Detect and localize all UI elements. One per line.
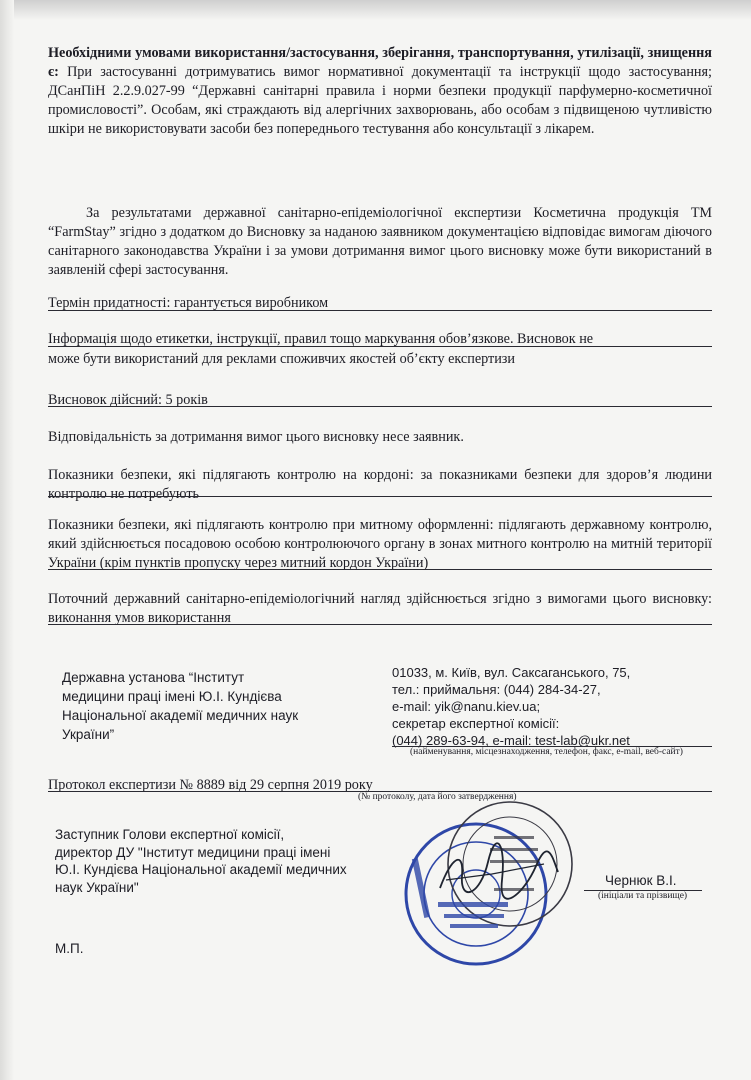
shelf-life: Термін придатності: гарантується виробником bbox=[48, 295, 329, 311]
protocol-caption: (№ протоколу, дата його затвердження) bbox=[358, 792, 517, 802]
institution-line: Державна установа “Інститут bbox=[62, 670, 245, 685]
responsibility: Відповідальність за дотримання вимог цього висновку несе заявник. bbox=[48, 429, 464, 445]
divider-line bbox=[48, 406, 712, 407]
institution-address bbox=[392, 664, 722, 749]
scan-shadow bbox=[0, 0, 751, 20]
divider-line bbox=[48, 310, 712, 311]
validity: Висновок дійсний: 5 років bbox=[48, 392, 208, 408]
name-caption: (ініціали та прізвище) bbox=[598, 891, 688, 901]
address-caption: (найменування, місцезнаходження, телефон, факс, e-mail, веб-сайт) bbox=[410, 747, 683, 757]
divider-line bbox=[48, 569, 712, 570]
address-line: 01033, м. Київ, вул. Саксаганського, 75, bbox=[392, 665, 631, 680]
address-line: e-mail: yik@nanu.kiev.ua; bbox=[392, 699, 541, 714]
conditions-paragraph bbox=[48, 44, 712, 139]
conditions-heading: Необхідними умовами використання/застосування, зберігання, транспортування, утилізації, знищення є: bbox=[48, 45, 712, 80]
address-line: (044) 289-63-94, e-mail: test-lab@ukr.net bbox=[392, 733, 630, 748]
signatory-name: Чернюк В.І. bbox=[605, 873, 677, 888]
signatory-line: наук України" bbox=[55, 879, 139, 895]
conditions-text: При застосуванні дотримуватись вимог нормативної документації та інструкції щодо застосування; ДСанПіН 2.2.9.027-99 “Державні санітарні правила і норми безпеки продукції парфумерно-косметичної промисловості”. Особам, які страждають від алергічних захворювань, або особам з підвищеною чутливістю шкіри не використовувати засоби без попереднього тестування або консультації з лікарем. bbox=[48, 64, 712, 137]
signatory-line: Заступник Голови експертної комісії, bbox=[55, 827, 285, 842]
signatory-line: Ю.І. Кундієва Національної академії медичних bbox=[55, 862, 347, 877]
signatory-line: директор ДУ "Інститут медицини праці імені bbox=[55, 844, 331, 860]
supervision: Поточний державний санітарно-епідеміологічний нагляд здійснюється згідно з вимогами цього висновку: виконання умов використання bbox=[48, 591, 712, 626]
result-paragraph: За результатами державної санітарно-епідеміологічної експертизи Косметична продукція ТМ “FarmStay” згідно з додатком до Висновку за наданою заявником документацією відповідає вимогам діючого санітарного законодавства України і за умови дотримання вимог цього висновку може бути використаний в заявленій сфері застосування. bbox=[48, 205, 712, 278]
customs-control: Показники безпеки, які підлягають контролю при митному оформленні: підлягають державному контролю, який здійснюється посадовою особою контролюючого органу в зонах митного контролю на митній території України (крім пунктів пропуску через митний кордон України) bbox=[48, 517, 712, 571]
signatory-block bbox=[55, 826, 385, 896]
divider-line bbox=[48, 624, 712, 625]
divider-line bbox=[48, 346, 712, 347]
institution-name bbox=[62, 668, 352, 744]
institution-line: України” bbox=[62, 727, 115, 742]
seal-place: М.П. bbox=[55, 941, 84, 956]
label-info-line2: може бути використаний для реклами споживчих якостей об’єкту експертизи bbox=[48, 351, 516, 367]
divider-line bbox=[48, 496, 712, 497]
protocol: Протокол експертизи № 8889 від 29 серпня 2019 року bbox=[48, 777, 373, 793]
address-line: тел.: приймальня: (044) 284-34-27, bbox=[392, 682, 601, 697]
label-info-line1: Інформація щодо етикетки, інструкції, правил тощо маркування обов’язкове. Висновок не bbox=[48, 331, 594, 347]
scan-edge bbox=[0, 0, 14, 1080]
institution-line: Національної академії медичних наук bbox=[62, 708, 299, 723]
institution-line: медицини праці імені Ю.І. Кундієва bbox=[62, 689, 282, 704]
border-control: Показники безпеки, які підлягають контролю на кордоні: за показниками безпеки для здоров’я людини контролю не потребують bbox=[48, 467, 712, 502]
address-line: секретар експертної комісії: bbox=[392, 716, 560, 731]
signature bbox=[432, 836, 562, 906]
